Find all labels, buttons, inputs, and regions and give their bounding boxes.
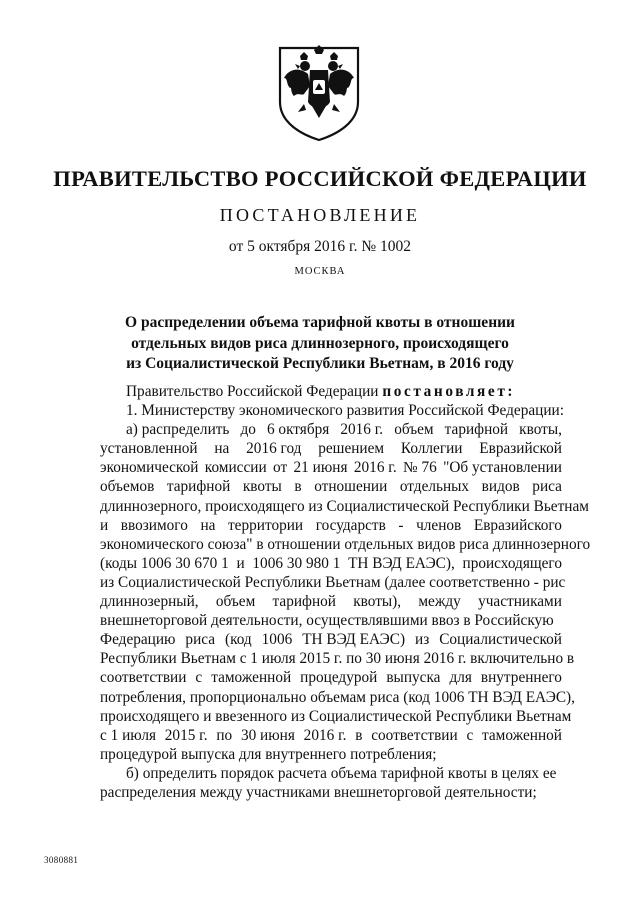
paragraph-word: комиссии [204,459,267,477]
coat-of-arms-emblem [278,44,360,142]
paragraph-word: квоты, [519,421,562,439]
paragraph-word: от [273,459,288,477]
paragraph-word: происходящего и ввезенного из Социалистической Республики Вьетнам [100,707,572,725]
paragraph-word: 2016 г. [353,459,397,477]
paragraph-line [100,688,575,707]
item-a-paragraph [100,420,591,745]
paragraph-word: риса [185,631,216,649]
subject-line: отдельных видов риса длиннозерного, происходящего [131,334,509,352]
paragraph-line [100,630,562,649]
paragraph-word: с 1 июля [100,726,156,744]
paragraph-line [100,707,572,726]
paragraph-line [100,497,589,516]
paragraph-word: квоты), [353,593,402,611]
paragraph-line [100,592,562,611]
paragraph-line [100,458,562,477]
paragraph-word: длиннозерный, [100,593,199,611]
paragraph-word: 2016 год [246,440,302,458]
paragraph-word: Социалистической [439,631,562,649]
paragraph-word: на [214,440,230,458]
paragraph-word: Федерацию [100,631,176,649]
paragraph-word: Коллегии [400,440,463,458]
paragraph-word: (код [224,631,252,649]
preamble-line [100,382,562,401]
paragraph-word: соответствии [100,669,187,687]
paragraph-word: внутреннего [480,669,562,687]
paragraph-word: Республики Вьетнам с 1 июля 2015 г. по 30 июня 2016 г. включительно в [100,650,575,668]
paragraph-word: на [200,516,216,534]
paragraph-line [100,420,562,439]
item-1: 1. Министерству экономического развития Российской Федерации: [126,402,564,420]
item-b-last-line: распределения между участниками внешнеторговой деятельности; [100,783,537,801]
paragraph-word: решением [318,440,385,458]
paragraph-word: "Об установлении [443,459,562,477]
government-title: ПРАВИТЕЛЬСТВО РОССИЙСКОЙ ФЕДЕРАЦИИ [53,166,587,191]
decree-word: постановляет: [382,383,516,400]
paragraph-word: отношении [314,478,388,496]
paragraph-word: до [240,421,256,439]
paragraph-word: и [100,516,109,534]
paragraph-line [100,439,562,458]
paragraph-word: 21 июня [293,459,348,477]
paragraph-word: таможенной [482,726,562,744]
paragraph-word: участниками [478,593,562,611]
paragraph-word: между [418,593,461,611]
paragraph-word: тарифной [166,478,231,496]
paragraph-word: соответствии [371,726,458,744]
paragraph-word: риса [532,478,562,496]
document-date-number: от 5 октября 2016 г. № 1002 [228,238,412,255]
paragraph-word: ТН ВЭД ЕАЭС), [348,554,455,572]
subject-line: О распределении объема тарифной квоты в отношении [125,314,515,331]
paragraph-word: длиннозерного, происходящего из Социалистической Республики Вьетнам [100,497,589,515]
paragraph-word: 1006 [261,631,293,649]
paragraph-word: 2016 г. [340,421,384,439]
paragraph-word: по [216,726,233,744]
paragraph-word: (коды 1006 30 670 1 [100,554,229,572]
paragraph-word: объемов [100,478,155,496]
paragraph-line [100,726,562,745]
paragraph-word: 1006 30 980 1 [252,554,341,572]
paragraph-word: с [466,726,474,744]
paragraph-word: объем [394,421,434,439]
item-a-last-line: процедурой выпуска для внутреннего потребления; [100,745,437,763]
paragraph-word: Евразийского [473,516,562,534]
paragraph-word: государств [315,516,386,534]
paragraph-word: из Социалистической Республики Вьетнам (далее соответственно - рис [100,573,566,591]
paragraph-word: 30 июня [240,726,295,744]
paragraph-word: в [294,478,302,496]
paragraph-word: Евразийской [479,440,562,458]
paragraph-word: отдельных [399,478,470,496]
paragraph-word: установленной [100,440,198,458]
paragraph-word: и [236,554,245,572]
document-code: 3080881 [44,855,79,865]
paragraph-line [100,573,566,592]
paragraph-word: ввозимого [120,516,188,534]
paragraph-line [100,554,562,573]
subject-line: из Социалистической Республики Вьетнам, в 2016 году [126,355,514,372]
paragraph-word: экономического союза" в отношении отдельных видов риса длиннозерного [100,535,591,553]
paragraph-word: 6 октября [266,421,330,439]
paragraph-word: 2015 г. [164,726,208,744]
paragraph-word: территории [228,516,304,534]
document-city: МОСКВА [294,266,346,277]
paragraph-word: видов [481,478,520,496]
paragraph-word: 2016 г. [303,726,347,744]
paragraph-word: объем [215,593,256,611]
paragraph-line [100,477,562,496]
paragraph-word: экономической [100,459,199,477]
paragraph-word: б) определить порядок расчета объема тарифной квоты в целях ее [126,764,557,782]
paragraph-line [100,535,591,554]
paragraph-line [100,764,562,783]
document-subject [0,313,640,375]
paragraph-word: из [415,631,430,649]
paragraph-word: тарифной [272,593,336,611]
item-b-paragraph [100,764,562,783]
paragraph-word: для [449,669,472,687]
paragraph-word: внешнеторговой деятельности, осуществлявшими ввоз в Российскую [100,612,554,630]
preamble-text: Правительство Российской Федерации [126,383,379,400]
paragraph-word: тарифной [444,421,509,439]
paragraph-word: а) распределить [126,421,230,439]
paragraph-line [100,668,562,687]
paragraph-word: членов [416,516,462,534]
paragraph-word: потребления, пропорционально объемам риса (код 1006 ТН ВЭД ЕАЭС), [100,688,575,706]
paragraph-word: таможенной [211,669,292,687]
paragraph-word: квоты [242,478,282,496]
paragraph-word: выпуска [386,669,441,687]
paragraph-word: ТН ВЭД ЕАЭС) [302,631,406,649]
paragraph-word: с [195,669,203,687]
paragraph-word: - [398,516,404,534]
paragraph-word: происходящего [462,554,562,572]
document-type: ПОСТАНОВЛЕНИЕ [219,205,421,225]
paragraph-line [100,649,575,668]
paragraph-word: в [355,726,363,744]
paragraph-line [100,516,562,535]
paragraph-word: процедурой [300,669,378,687]
paragraph-line [100,611,562,630]
document-body [100,382,591,802]
paragraph-word: № 76 [403,459,437,477]
